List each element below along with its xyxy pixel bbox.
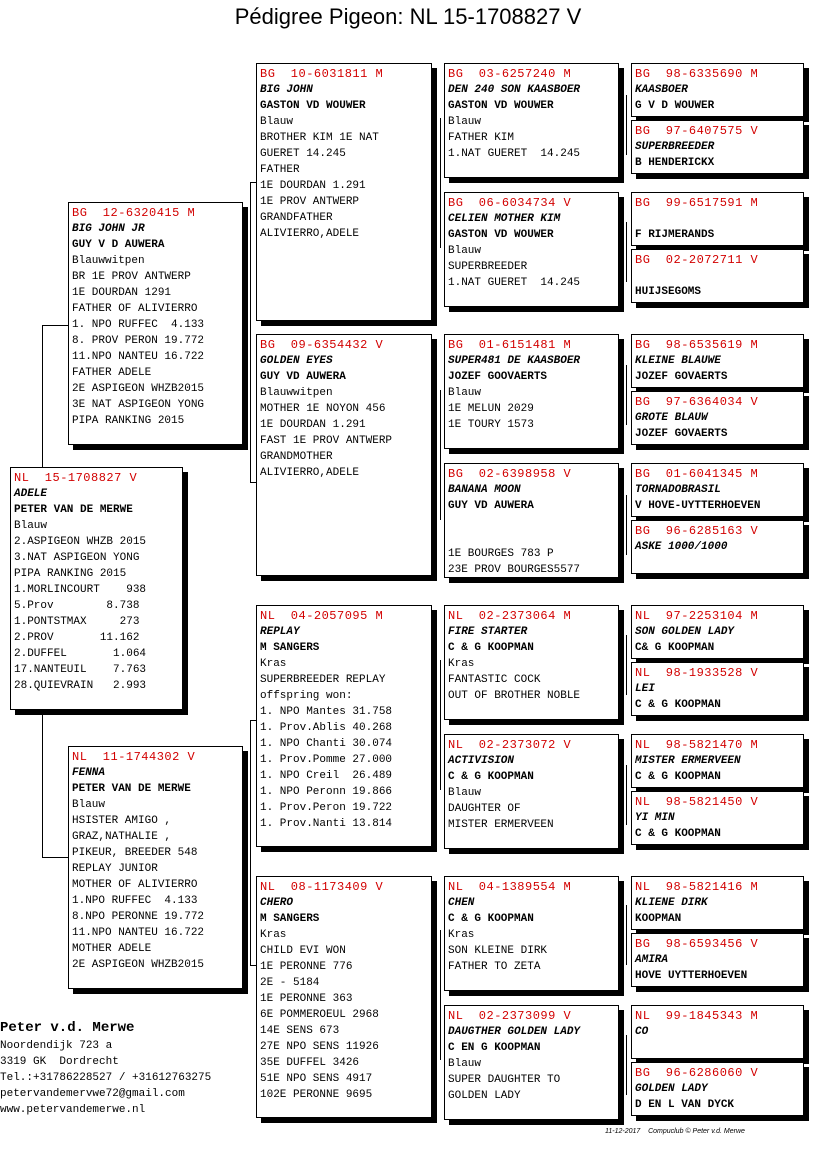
ring-number: BG 02-6398958 V: [448, 467, 572, 481]
ring-number: BG 06-6034734 V: [448, 196, 572, 210]
pigeon-card-g3[interactable]: [631, 192, 804, 246]
owner-address-line: 3319 GK Dordrecht: [0, 1056, 119, 1068]
ring-number: BG 02-2072711 V: [635, 253, 759, 267]
detail-line: 1E DOURDAN 1.291: [260, 419, 366, 431]
detail-line: 1. NPO Chanti 30.074: [260, 738, 393, 750]
ring-number: BG 12-6320415 M: [72, 206, 196, 220]
ring-number: NL 04-2057095 M: [260, 609, 384, 623]
pigeon-card-mother[interactable]: [68, 746, 243, 989]
connector-line: [250, 182, 251, 482]
connector-line: [42, 712, 43, 857]
detail-line: 2E ASPIGEON WHZB2015: [72, 959, 205, 971]
connector-line: [626, 905, 627, 965]
pigeon-card-mother-father[interactable]: [256, 605, 432, 847]
breeder-name: GASTON VD WOUWER: [448, 229, 554, 241]
detail-line: Blauw: [448, 116, 482, 128]
detail-line: FATHER: [260, 164, 300, 176]
detail-line: REPLAY JUNIOR: [72, 863, 158, 875]
ring-number: BG 10-6031811 M: [260, 67, 384, 81]
breeder-name: C& G KOOPMAN: [635, 642, 715, 654]
ring-number: NL 99-1845343 M: [635, 1009, 759, 1023]
ring-number: NL 04-1389554 M: [448, 880, 572, 894]
breeder-name: GUY V D AUWERA: [72, 239, 165, 251]
detail-line: 11.NPO NANTEU 16.722: [72, 351, 205, 363]
detail-line: FATHER TO ZETA: [448, 961, 541, 973]
detail-line: 1E DOURDAN 1.291: [260, 180, 366, 192]
detail-line: Blauw: [448, 245, 482, 257]
pigeon-name: ASKE 1000/1000: [635, 541, 728, 553]
detail-line: Blauwwitpen: [72, 255, 145, 267]
pigeon-card-mmf[interactable]: [444, 876, 619, 991]
ring-number: BG 97-6407575 V: [635, 124, 759, 138]
pigeon-name: LEI: [635, 683, 655, 695]
detail-line: GUERET 14.245: [260, 148, 346, 160]
pigeon-name: SON GOLDEN LADY: [635, 626, 735, 638]
pigeon-card-g14[interactable]: [631, 933, 804, 987]
ring-number: BG 09-6354432 V: [260, 338, 384, 352]
pigeon-name: DAUGTHER GOLDEN LADY: [448, 1026, 581, 1038]
detail-line: 23E PROV BOURGES5577: [448, 564, 581, 576]
pigeon-card-g1[interactable]: [631, 63, 804, 117]
detail-line: ALIVIERRO,ADELE: [260, 228, 360, 240]
detail-line: SUPERBREEDER: [448, 261, 528, 273]
detail-line: FATHER ADELE: [72, 367, 152, 379]
owner-address-line: Noordendijk 723 a: [0, 1040, 113, 1052]
detail-line: [448, 530, 615, 546]
ring-number: BG 98-6535619 M: [635, 338, 759, 352]
pigeon-name: DEN 240 SON KAASBOER: [448, 84, 581, 96]
detail-line: offspring won:: [260, 690, 353, 702]
detail-line: 1. NPO Mantes 31.758: [260, 706, 393, 718]
pigeon-card-g6[interactable]: [631, 391, 804, 445]
detail-line: PIPA RANKING 2015: [72, 415, 185, 427]
connector-line: [626, 1035, 627, 1095]
breeder-name: JOZEF GOVAERTS: [635, 371, 728, 383]
connector-line: [440, 390, 441, 520]
ring-number: BG 01-6041345 M: [635, 467, 759, 481]
detail-line: 3.NAT ASPIGEON YONG: [14, 552, 140, 564]
breeder-name: C & G KOOPMAN: [635, 699, 721, 711]
breeder-name: GUY VD AUWERA: [448, 500, 534, 512]
ring-number: NL 97-2253104 M: [635, 609, 759, 623]
ring-number: NL 98-5821416 M: [635, 880, 759, 894]
detail-line: 5.Prov 8.738: [14, 600, 140, 612]
ring-number: BG 97-6364034 V: [635, 395, 759, 409]
detail-line: 8.NPO PERONNE 19.772: [72, 911, 205, 923]
pigeon-name: KLEINE BLAUWE: [635, 355, 721, 367]
detail-line: FATHER KIM: [448, 132, 515, 144]
pigeon-name: GROTE BLAUW: [635, 412, 708, 424]
detail-line: 2.ASPIGEON WHZB 2015: [14, 536, 147, 548]
pigeon-card-g16[interactable]: [631, 1062, 804, 1116]
detail-line: Kras: [260, 658, 287, 670]
detail-line: GRAZ,NATHALIE ,: [72, 831, 172, 843]
breeder-name: HOVE UYTTERHOEVEN: [635, 970, 748, 982]
breeder-name: D EN L VAN DYCK: [635, 1099, 735, 1111]
detail-line: Blauw: [72, 799, 106, 811]
detail-line: OUT OF BROTHER NOBLE: [448, 690, 581, 702]
ring-number: NL 02-2373064 M: [448, 609, 572, 623]
connector-line: [626, 635, 627, 695]
detail-line: 1.MORLINCOURT 938: [14, 584, 147, 596]
connector-line: [626, 95, 627, 155]
pigeon-name: CO: [635, 1026, 649, 1038]
owner-phone: Tel.:+31786228527 / +31612763275: [0, 1072, 212, 1084]
pigeon-name: ADELE: [14, 488, 48, 500]
pigeon-card-g15[interactable]: [631, 1005, 804, 1059]
detail-line: 1E BOURGES 783 P: [448, 548, 554, 560]
pigeon-name: AMIRA: [635, 954, 669, 966]
ring-number: NL 02-2373099 V: [448, 1009, 572, 1023]
pigeon-name: TORNADOBRASIL: [635, 484, 721, 496]
connector-line: [626, 365, 627, 425]
ring-number: NL 98-5821470 M: [635, 738, 759, 752]
detail-line: 1.NPO RUFFEC 4.133: [72, 895, 198, 907]
detail-line: 1E DOURDAN 1291: [72, 287, 172, 299]
detail-line: Blauw: [448, 387, 482, 399]
pigeon-name: SUPERBREEDER: [635, 141, 715, 153]
detail-line: GRANDMOTHER: [260, 451, 333, 463]
detail-line: CHILD EVI WON: [260, 945, 346, 957]
ring-number: NL 11-1744302 V: [72, 750, 196, 764]
connector-line: [440, 660, 441, 790]
footer-credit: 11-12-2017 Compuclub © Peter v.d. Merwe: [605, 1128, 745, 1135]
detail-line: Blauw: [260, 116, 294, 128]
pigeon-card-fff[interactable]: [444, 63, 619, 178]
detail-line: 1.PONTSTMAX 273: [14, 616, 140, 628]
detail-line: FANTASTIC COCK: [448, 674, 541, 686]
breeder-name: JOZEF GOOVAERTS: [448, 371, 548, 383]
detail-line: 17.NANTEUIL 7.763: [14, 664, 147, 676]
pigeon-name: CHEN: [448, 897, 475, 909]
connector-line: [42, 325, 43, 470]
detail-line: BR 1E PROV ANTWERP: [72, 271, 191, 283]
pigeon-card-mfm[interactable]: [444, 734, 619, 849]
detail-line: GRANDFATHER: [260, 212, 333, 224]
detail-line: Kras: [448, 658, 475, 670]
breeder-name: KOOPMAN: [635, 913, 682, 925]
detail-line: 1. NPO RUFFEC 4.133: [72, 319, 205, 331]
ring-number: NL 98-1933528 V: [635, 666, 759, 680]
detail-line: 2.PROV 11.162: [14, 632, 140, 644]
detail-line: 28.QUIEVRAIN 2.993: [14, 680, 147, 692]
pigeon-card-g11[interactable]: [631, 734, 804, 788]
detail-line: MISTER ERMERVEEN: [448, 819, 554, 831]
pigeon-card-g9[interactable]: [631, 605, 804, 659]
detail-line: MOTHER OF ALIVIERRO: [72, 879, 198, 891]
pigeon-name: GOLDEN LADY: [635, 1083, 708, 1095]
detail-line: Blauwwitpen: [260, 387, 333, 399]
pigeon-name: FENNA: [72, 767, 106, 779]
pigeon-name: YI MIN: [635, 812, 675, 824]
detail-line: 35E DUFFEL 3426: [260, 1057, 360, 1069]
detail-line: PIPA RANKING 2015: [14, 568, 127, 580]
owner-name: Peter v.d. Merwe: [0, 1020, 135, 1036]
pigeon-name: ACTIVISION: [448, 755, 515, 767]
breeder-name: C & G KOOPMAN: [635, 828, 721, 840]
pigeon-name: SUPER481 DE KAASBOER: [448, 355, 581, 367]
pigeon-name: CHERO: [260, 897, 294, 909]
connector-line: [42, 857, 70, 858]
pigeon-card-father-mother[interactable]: [256, 334, 432, 576]
pigeon-card-subject[interactable]: [10, 467, 183, 710]
ring-number: NL 15-1708827 V: [14, 471, 138, 485]
pigeon-card-g4[interactable]: [631, 249, 804, 303]
breeder-name: M SANGERS: [260, 642, 320, 654]
detail-line: 1.NAT GUERET 14.245: [448, 277, 581, 289]
ring-number: BG 98-6593456 V: [635, 937, 759, 951]
pigeon-name: MISTER ERMERVEEN: [635, 755, 741, 767]
breeder-name: C & G KOOPMAN: [635, 771, 721, 783]
detail-line: HSISTER AMIGO ,: [72, 815, 172, 827]
pigeon-card-g13[interactable]: [631, 876, 804, 930]
pigeon-name: BANANA MOON: [448, 484, 521, 496]
pigeon-name: BIG JOHN: [260, 84, 313, 96]
ring-number: NL 08-1173409 V: [260, 880, 384, 894]
detail-line: SUPERBREEDER REPLAY: [260, 674, 386, 686]
ring-number: BG 01-6151481 M: [448, 338, 572, 352]
detail-line: 14E SENS 673: [260, 1025, 340, 1037]
pigeon-card-ffm[interactable]: [444, 192, 619, 307]
pigeon-name: [635, 268, 800, 284]
owner-email[interactable]: petervandemervwe72@gmail.com: [0, 1088, 185, 1100]
breeder-name: GUY VD AUWERA: [260, 371, 346, 383]
breeder-name: C EN G KOOPMAN: [448, 1042, 541, 1054]
pigeon-name: KLIENE DIRK: [635, 897, 708, 909]
detail-line: 1.NAT GUERET 14.245: [448, 148, 581, 160]
detail-line: 1E PERONNE 363: [260, 993, 353, 1005]
pigeon-card-g8[interactable]: [631, 520, 804, 574]
detail-line: [448, 514, 615, 530]
detail-line: ALIVIERRO,ADELE: [260, 467, 360, 479]
detail-line: SUPER DAUGHTER TO: [448, 1074, 561, 1086]
breeder-name: GASTON VD WOUWER: [448, 100, 554, 112]
detail-line: 27E NPO SENS 11926: [260, 1041, 379, 1053]
detail-line: 1E PERONNE 776: [260, 961, 353, 973]
breeder-name: C & G KOOPMAN: [448, 642, 534, 654]
connector-line: [250, 720, 251, 965]
ring-number: BG 96-6286060 V: [635, 1066, 759, 1080]
breeder-name: C & G KOOPMAN: [448, 771, 534, 783]
connector-line: [626, 495, 627, 555]
breeder-name: PETER VAN DE MERWE: [14, 504, 133, 516]
detail-line: 1. Prov.Nanti 13.814: [260, 818, 393, 830]
pigeon-card-g7[interactable]: [631, 463, 804, 517]
detail-line: 3E NAT ASPIGEON YONG: [72, 399, 205, 411]
detail-line: Blauw: [14, 520, 48, 532]
breeder-name: GASTON VD WOUWER: [260, 100, 366, 112]
detail-line: 1E PROV ANTWERP: [260, 196, 360, 208]
breeder-name: JOZEF GOVAERTS: [635, 428, 728, 440]
breeder-name: V HOVE-UYTTERHOEVEN: [635, 500, 761, 512]
detail-line: 1. Prov.Pomme 27.000: [260, 754, 393, 766]
pigeon-name: BIG JOHN JR: [72, 223, 145, 235]
detail-line: PIKEUR, BREEDER 548: [72, 847, 198, 859]
detail-line: GOLDEN LADY: [448, 1090, 521, 1102]
pigeon-card-mmm[interactable]: [444, 1005, 619, 1120]
detail-line: 1. Prov.Ablis 40.268: [260, 722, 393, 734]
pigeon-name: [635, 211, 800, 227]
pigeon-card-g2[interactable]: [631, 120, 804, 174]
detail-line: 51E NPO SENS 4917: [260, 1073, 373, 1085]
detail-line: SON KLEINE DIRK: [448, 945, 548, 957]
detail-line: 8. PROV PERON 19.772: [72, 335, 205, 347]
breeder-name: F RIJMERANDS: [635, 229, 715, 241]
breeder-name: C & G KOOPMAN: [448, 913, 534, 925]
pigeon-card-father[interactable]: [68, 202, 243, 445]
pigeon-card-father-father[interactable]: [256, 63, 432, 321]
pigeon-card-g10[interactable]: [631, 662, 804, 716]
detail-line: MOTHER 1E NOYON 456: [260, 403, 386, 415]
pigeon-card-mother-mother[interactable]: [256, 876, 432, 1118]
detail-line: 11.NPO NANTEU 16.722: [72, 927, 205, 939]
breeder-name: G V D WOUWER: [635, 100, 715, 112]
detail-line: 6E POMMEROEUL 2968: [260, 1009, 379, 1021]
detail-line: 1E MELUN 2029: [448, 403, 534, 415]
breeder-name: B HENDERICKX: [635, 157, 715, 169]
pigeon-card-g12[interactable]: [631, 791, 804, 845]
breeder-name: PETER VAN DE MERWE: [72, 783, 191, 795]
pigeon-card-fmm[interactable]: [444, 463, 619, 578]
ring-number: BG 99-6517591 M: [635, 196, 759, 210]
connector-line: [626, 765, 627, 825]
ring-number: BG 98-6335690 M: [635, 67, 759, 81]
pigeon-name: REPLAY: [260, 626, 300, 638]
connector-line: [440, 930, 441, 1060]
ring-number: NL 98-5821450 V: [635, 795, 759, 809]
ring-number: BG 03-6257240 M: [448, 67, 572, 81]
pigeon-card-g5[interactable]: [631, 334, 804, 388]
ring-number: BG 96-6285163 V: [635, 524, 759, 538]
detail-line: 1. Prov.Peron 19.722: [260, 802, 393, 814]
pigeon-card-mff[interactable]: [444, 605, 619, 720]
pigeon-name: KAASBOER: [635, 84, 688, 96]
owner-info: [0, 1018, 211, 1118]
detail-line: 2E - 5184: [260, 977, 320, 989]
detail-line: 2E ASPIGEON WHZB2015: [72, 383, 205, 395]
detail-line: 2.DUFFEL 1.064: [14, 648, 147, 660]
page-title: Pédigree Pigeon: NL 15-1708827 V: [234, 4, 582, 29]
detail-line: Blauw: [448, 1058, 482, 1070]
detail-line: FATHER OF ALIVIERRO: [72, 303, 198, 315]
pigeon-card-fmf[interactable]: [444, 334, 619, 449]
detail-line: MOTHER ADELE: [72, 943, 152, 955]
detail-line: 102E PERONNE 9695: [260, 1089, 373, 1101]
detail-line: FAST 1E PROV ANTWERP: [260, 435, 393, 447]
detail-line: 1E TOURY 1573: [448, 419, 534, 431]
detail-line: Blauw: [448, 787, 482, 799]
connector-line: [42, 325, 70, 326]
owner-website[interactable]: www.petervandemerwe.nl: [0, 1104, 146, 1116]
detail-line: 1. NPO Peronn 19.866: [260, 786, 393, 798]
connector-line: [626, 222, 627, 282]
breeder-name: M SANGERS: [260, 913, 320, 925]
pigeon-name: GOLDEN EYES: [260, 355, 333, 367]
ring-number: NL 02-2373072 V: [448, 738, 572, 752]
pigeon-name: CELIEN MOTHER KIM: [448, 213, 561, 225]
pigeon-name: FIRE STARTER: [448, 626, 528, 638]
connector-line: [440, 118, 441, 248]
breeder-name: HUIJSEGOMS: [635, 286, 702, 298]
detail-line: Kras: [448, 929, 475, 941]
detail-line: Kras: [260, 929, 287, 941]
detail-line: 1. NPO Creil 26.489: [260, 770, 393, 782]
detail-line: BROTHER KIM 1E NAT: [260, 132, 379, 144]
detail-line: DAUGHTER OF: [448, 803, 521, 815]
